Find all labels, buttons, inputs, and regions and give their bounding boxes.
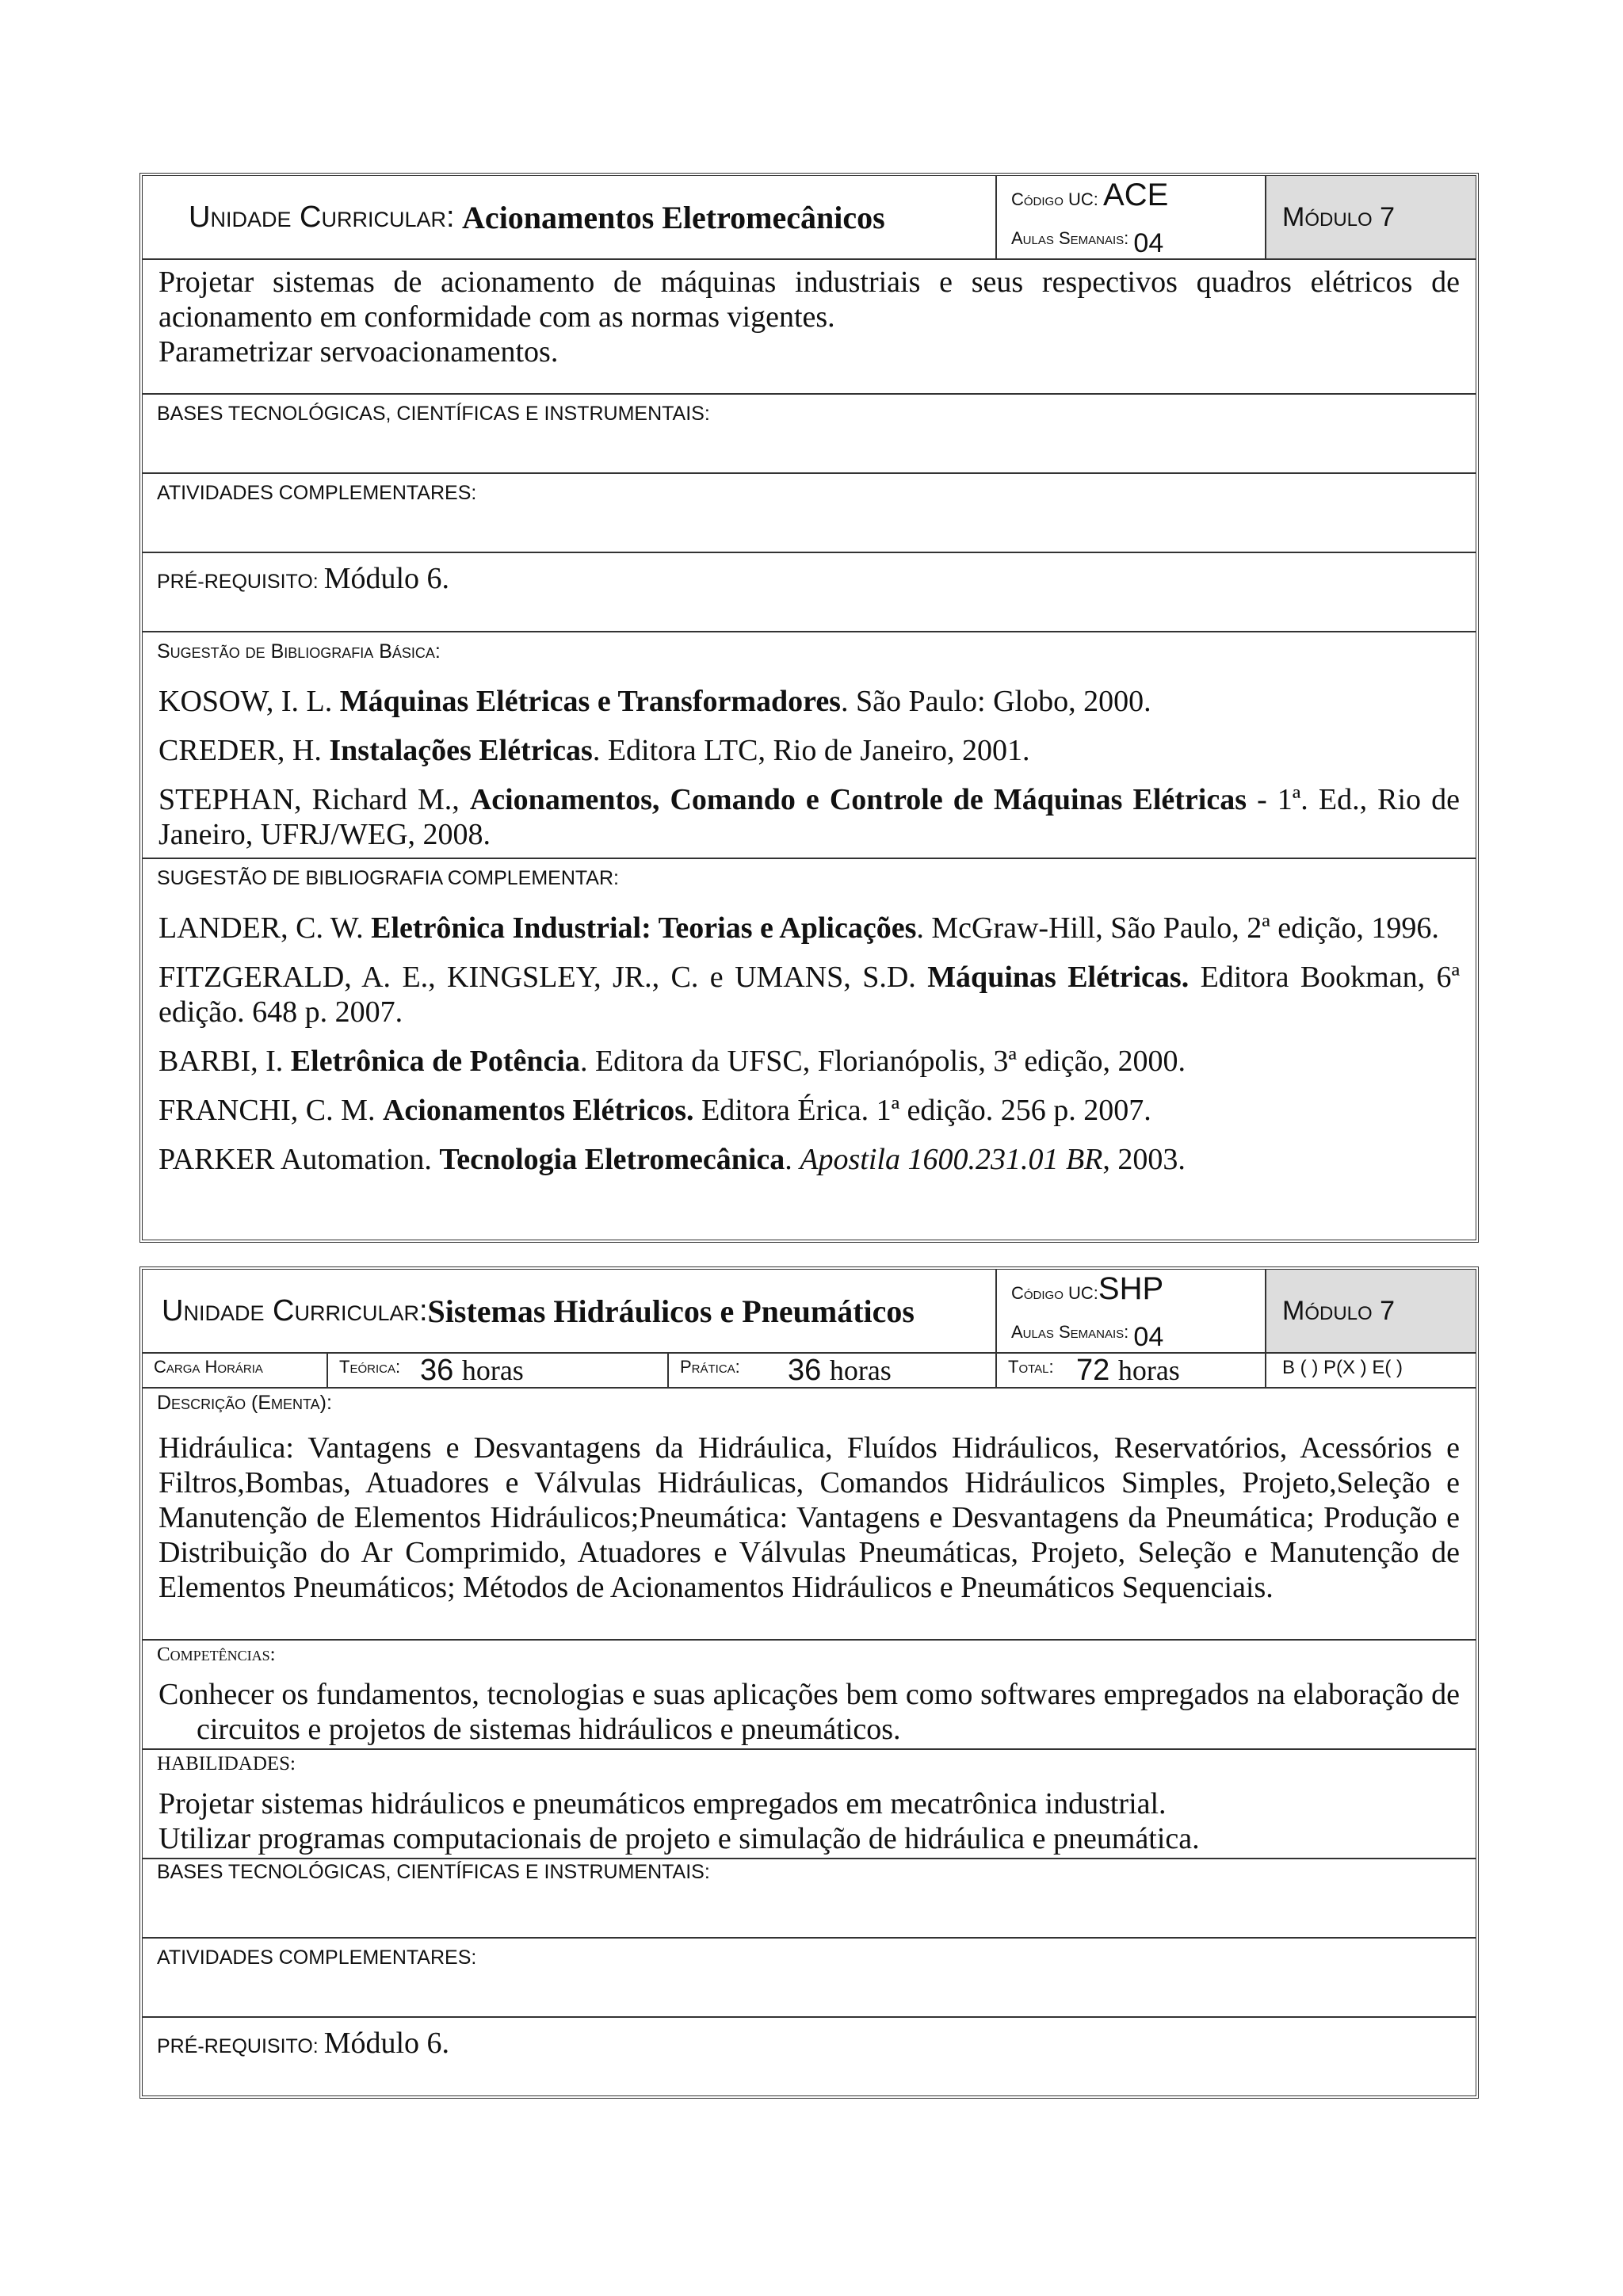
codigo-value: ACE [1103,178,1169,212]
aulas-semanais [1011,220,1164,258]
uc-title [143,176,997,258]
bib-entry: PARKER Automation. Tecnologia Eletromecânica. Apostila 1600.231.01 BR, 2003. [158,1143,1186,1176]
codigo-uc [1011,1271,1163,1307]
bib-comp-list [143,911,1476,1177]
carga-label: Carga Horária [154,1357,263,1377]
bib-entry: STEPHAN, Richard M., Acionamentos, Comando e Controle de Máquinas Elétricas - 1ª. Ed., Rio de Janeiro, UFRJ/WEG, 2008. [158,783,1460,851]
habilidade-line: Projetar sistemas hidráulicos e pneumáticos empregados em mecatrônica industrial. [158,1787,1167,1820]
pratica-cell [669,1354,997,1387]
bpe-cell [1266,1354,1476,1387]
descricao-section [143,1389,1476,1641]
atividades-section [143,1939,1476,2018]
description-section [143,260,1476,395]
description-line: Projetar sistemas de acionamento de máquinas industriais e seus respectivos quadros elétricos de acionamento em conformidade com as normas vigentes. [158,266,1460,334]
bib-basica-list [143,684,1476,852]
prereq-label: PRÉ-REQUISITO: [157,2035,319,2057]
aulas-semanais [1011,1314,1164,1352]
uc-codes [997,1270,1266,1352]
bib-basica-label: Sugestão de Bibliografia Básica: [157,640,441,663]
total-cell [997,1354,1266,1387]
competencias-text: Conhecer os fundamentos, tecnologias e suas aplicações bem como softwares empregados na elaboração de circuitos e projetos de sistemas hidráulicos e pneumáticos. [158,1678,1460,1746]
atividades-section [143,474,1476,553]
curricular-unit-card-shp [139,1266,1479,2099]
aulas-value: 04 [1133,1322,1164,1352]
bib-entry: FITZGERALD, A. E., KINGSLEY, JR., C. e UMANS, S.D. Máquinas Elétricas. Editora Bookman, 6ª edição. 648 p. 2007. [158,961,1460,1029]
prereq-label: PRÉ-REQUISITO: [157,571,319,593]
bib-entry: BARBI, I. Eletrônica de Potência. Editora da UFSC, Florianópolis, 3ª edição, 2000. [158,1045,1186,1078]
description-text [143,260,1476,374]
bib-basica-section [143,632,1476,859]
modulo-label: Módulo 7 [1282,1295,1396,1326]
modulo-badge [1266,1270,1476,1352]
modulo-badge [1266,176,1476,258]
teorica-label: Teórica: [339,1357,401,1377]
codigo-label: Código UC: [1011,1283,1098,1303]
atividades-label: ATIVIDADES COMPLEMENTARES: [157,482,477,504]
descricao-label: Descrição (Ementa): [157,1392,332,1414]
card-header [143,1270,1476,1354]
pratica-value: 36 horas [788,1354,892,1387]
bib-entry: LANDER, C. W. Eletrônica Industrial: Teorias e Aplicações. McGraw-Hill, São Paulo, 2ª edição, 1996. [158,911,1439,945]
prereq-value: Módulo 6. [323,2027,450,2060]
codigo-uc [1011,178,1168,213]
uc-label: Unidade Curricular: [189,200,455,234]
curricular-unit-card-ace [139,173,1479,1243]
prereq-value: Módulo 6. [323,562,450,595]
competencias-label: Competências: [157,1644,276,1665]
bases-label: BASES TECNOLÓGICAS, CIENTÍFICAS E INSTRUMENTAIS: [157,1861,710,1883]
aulas-label: Aulas Semanais: [1011,1322,1129,1342]
prereq [143,2018,1476,2061]
teorica-value: 36 horas [420,1354,524,1387]
modulo-label: Módulo 7 [1282,201,1396,232]
total-label: Total: [1008,1357,1054,1377]
bib-entry: KOSOW, I. L. Máquinas Elétricas e Transformadores. São Paulo: Globo, 2000. [158,685,1151,718]
descricao-text: Hidráulica: Vantagens e Desvantagens da Hidráulica, Fluídos Hidráulicos, Reservatórios, Acessórios e Filtros,Bombas, Atuadores e Válvulas Hidráulicas, Comandos Hidráulicos Simples, Projeto,Seleção e Manutenção de Elementos Hidráulicos;Pneumática: Vantagens e Desvantagens da Pneumática; Produção e Distribuição do Ar Comprimido, Atuadores e Válvulas Pneumáticas, Projeto, Seleção e Manutenção de Elementos Pneumáticos; Métodos de Acionamentos Hidráulicos e Pneumáticos Sequenciais. [158,1431,1460,1604]
habilidades-text [143,1775,1476,1861]
description-line: Parametrizar servoacionamentos. [158,335,559,369]
carga-label-cell [143,1354,328,1387]
uc-codes [997,176,1266,258]
carga-horaria-row [143,1354,1476,1389]
bases-section [143,395,1476,474]
pratica-label: Prática: [680,1357,740,1377]
bib-entry: CREDER, H. Instalações Elétricas. Editora LTC, Rio de Janeiro, 2001. [158,734,1030,767]
bases-section [143,1859,1476,1939]
uc-title [143,1270,997,1352]
bib-complementar-section [143,859,1476,1240]
prereq-section [143,2018,1476,2095]
uc-label: Unidade Curricular: [162,1293,428,1328]
uc-name: Sistemas Hidráulicos e Pneumáticos [427,1293,915,1329]
uc-name: Acionamentos Eletromecânicos [462,199,885,235]
prereq [143,553,1476,596]
bases-label: BASES TECNOLÓGICAS, CIENTÍFICAS E INSTRUMENTAIS: [157,403,710,425]
competencias-section [143,1641,1476,1750]
habilidade-line: Utilizar programas computacionais de projeto e simulação de hidráulica e pneumática. [158,1822,1200,1855]
atividades-label: ATIVIDADES COMPLEMENTARES: [157,1946,477,1969]
card-header [143,176,1476,260]
codigo-label: Código UC: [1011,189,1098,209]
habilidades-section [143,1750,1476,1859]
prereq-section [143,553,1476,632]
bpe-value: B ( ) P(X ) E( ) [1282,1357,1403,1378]
teorica-cell [328,1354,669,1387]
bib-entry: FRANCHI, C. M. Acionamentos Elétricos. Editora Érica. 1ª edição. 256 p. 2007. [158,1094,1151,1127]
codigo-value: SHP [1098,1271,1164,1306]
bib-comp-label: SUGESTÃO DE BIBLIOGRAFIA COMPLEMENTAR: [157,867,619,889]
habilidades-label: HABILIDADES: [157,1753,296,1775]
total-value: 72 horas [1076,1354,1180,1387]
aulas-label: Aulas Semanais: [1011,228,1129,248]
aulas-value: 04 [1133,228,1164,258]
